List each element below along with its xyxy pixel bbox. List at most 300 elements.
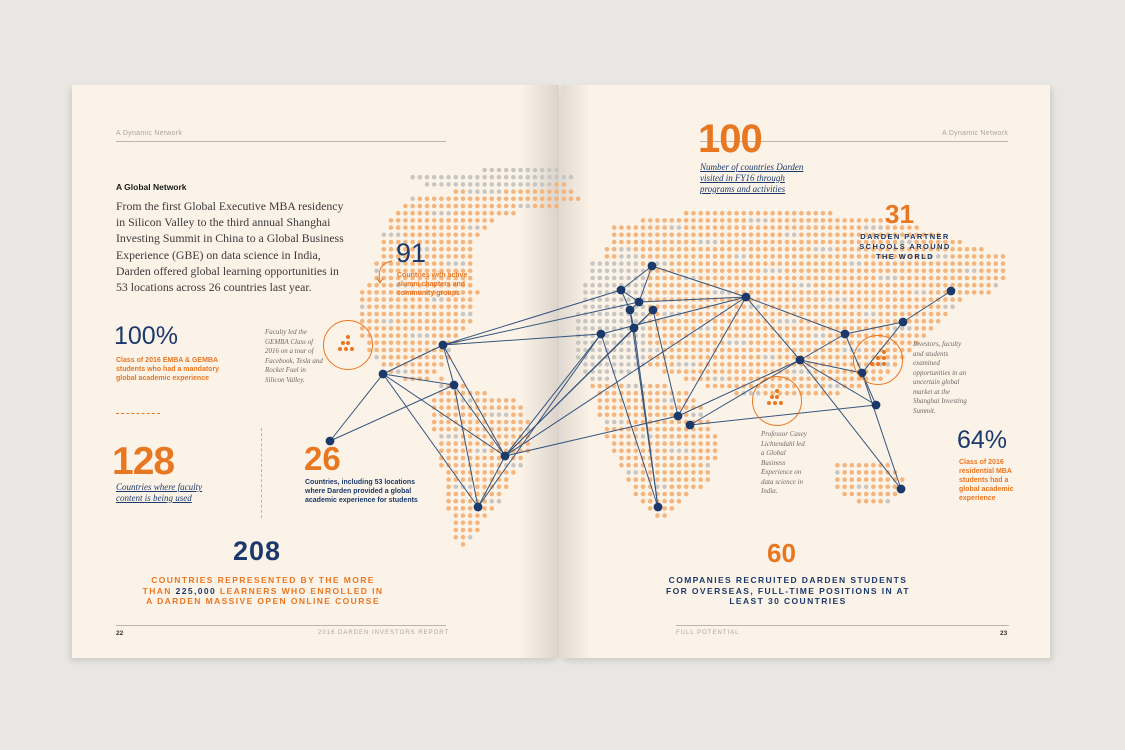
- map-dot: [648, 492, 653, 497]
- map-dot: [734, 391, 739, 396]
- map-dot: [828, 269, 833, 274]
- map-dot: [482, 434, 487, 439]
- map-dot: [655, 456, 660, 461]
- map-dot: [713, 240, 718, 245]
- map-dot: [821, 240, 826, 245]
- map-dot: [641, 348, 646, 353]
- map-dot: [770, 362, 775, 367]
- network-node: [501, 452, 510, 461]
- map-dot: [641, 225, 646, 230]
- map-dot: [605, 312, 610, 317]
- map-dot: [425, 355, 430, 360]
- stat-208-label-pre: THAN: [142, 585, 172, 596]
- map-dot: [698, 441, 703, 446]
- map-dot: [886, 312, 891, 317]
- map-dot: [720, 326, 725, 331]
- map-dot: [814, 333, 819, 338]
- map-dot: [828, 276, 833, 281]
- map-dot: [828, 355, 833, 360]
- map-dot: [691, 377, 696, 382]
- map-dot: [713, 377, 718, 382]
- map-dot: [950, 269, 955, 274]
- map-dot: [374, 297, 379, 302]
- map-dot: [619, 225, 624, 230]
- map-dot: [461, 197, 466, 202]
- map-dot: [842, 225, 847, 230]
- map-dot: [684, 261, 689, 266]
- map-dot: [454, 499, 459, 504]
- map-dot: [691, 225, 696, 230]
- map-dot: [655, 384, 660, 389]
- map-dot: [778, 247, 783, 252]
- map-dot: [691, 477, 696, 482]
- map-dot: [691, 283, 696, 288]
- map-dot: [842, 290, 847, 295]
- map-dot: [598, 319, 603, 324]
- map-dot: [770, 355, 775, 360]
- map-dot: [785, 276, 790, 281]
- map-dot: [454, 521, 459, 526]
- map-dot: [842, 305, 847, 310]
- map-dot: [403, 326, 408, 331]
- map-dot: [612, 312, 617, 317]
- map-dot: [785, 211, 790, 216]
- map-dot: [792, 377, 797, 382]
- map-dot: [454, 485, 459, 490]
- map-dot: [511, 420, 516, 425]
- map-dot: [842, 218, 847, 223]
- map-dot: [958, 283, 963, 288]
- map-dot: [389, 355, 394, 360]
- map-dot: [410, 333, 415, 338]
- map-dot: [900, 276, 905, 281]
- map-dot: [533, 175, 538, 180]
- map-dot: [461, 506, 466, 511]
- map-dot: [835, 283, 840, 288]
- map-dot: [979, 283, 984, 288]
- map-dot: [842, 377, 847, 382]
- map-dot: [518, 413, 523, 418]
- map-dot: [511, 470, 516, 475]
- map-dot: [886, 492, 891, 497]
- map-dot: [842, 269, 847, 274]
- map-dot: [605, 283, 610, 288]
- map-dot: [799, 319, 804, 324]
- map-dot: [468, 398, 473, 403]
- map-dot: [878, 297, 883, 302]
- map-dot: [806, 297, 811, 302]
- map-dot: [389, 297, 394, 302]
- map-dot: [835, 218, 840, 223]
- map-dot: [677, 492, 682, 497]
- map-dot: [518, 420, 523, 425]
- map-dot: [850, 477, 855, 482]
- map-dot: [806, 269, 811, 274]
- map-dot: [490, 168, 495, 173]
- map-dot: [439, 333, 444, 338]
- network-node: [648, 262, 657, 271]
- map-dot: [648, 225, 653, 230]
- map-dot: [403, 312, 408, 317]
- map-dot: [828, 391, 833, 396]
- map-dot: [439, 319, 444, 324]
- map-dot: [432, 254, 437, 259]
- map-dot: [756, 290, 761, 295]
- map-dot: [691, 218, 696, 223]
- map-dot: [590, 319, 595, 324]
- stat-26-label: Countries, including 53 locations where Darden provided a global academic experience for students: [305, 479, 418, 504]
- map-dot: [446, 312, 451, 317]
- map-dot: [662, 485, 667, 490]
- map-dot: [792, 283, 797, 288]
- map-dot: [814, 240, 819, 245]
- map-dot: [799, 326, 804, 331]
- map-dot: [511, 413, 516, 418]
- map-dot: [929, 283, 934, 288]
- network-node: [439, 341, 448, 350]
- map-dot: [454, 513, 459, 518]
- map-dot: [886, 326, 891, 331]
- map-dot: [446, 449, 451, 454]
- map-dot: [446, 182, 451, 187]
- map-dot: [461, 240, 466, 245]
- map-dot: [648, 405, 653, 410]
- map-dot: [727, 211, 732, 216]
- map-dot: [727, 377, 732, 382]
- map-dot: [864, 276, 869, 281]
- map-dot: [396, 233, 401, 238]
- map-dot: [878, 470, 883, 475]
- map-dot: [590, 377, 595, 382]
- map-dot: [806, 391, 811, 396]
- map-dot: [475, 391, 480, 396]
- map-dot: [684, 269, 689, 274]
- map-dot: [482, 168, 487, 173]
- map-dot: [799, 276, 804, 281]
- map-dot: [403, 305, 408, 310]
- map-dot: [799, 211, 804, 216]
- map-dot: [439, 305, 444, 310]
- map-dot: [382, 319, 387, 324]
- map-dot: [871, 463, 876, 468]
- map-dot: [814, 218, 819, 223]
- map-dot: [893, 283, 898, 288]
- map-dot: [662, 240, 667, 245]
- header-rule-left: [116, 141, 446, 142]
- map-dot: [842, 319, 847, 324]
- map-dot: [590, 269, 595, 274]
- map-dot: [547, 204, 552, 209]
- map-dot: [468, 305, 473, 310]
- map-dot: [418, 175, 423, 180]
- map-dot: [857, 305, 862, 310]
- map-dot: [641, 449, 646, 454]
- map-dot: [850, 269, 855, 274]
- map-dot: [403, 233, 408, 238]
- map-dot: [871, 492, 876, 497]
- map-dot: [461, 204, 466, 209]
- map-dot: [842, 233, 847, 238]
- map-dot: [605, 362, 610, 367]
- map-dot: [806, 211, 811, 216]
- map-dot: [497, 413, 502, 418]
- map-dot: [454, 197, 459, 202]
- map-dot: [425, 175, 430, 180]
- map-dot: [994, 276, 999, 281]
- map-dot: [691, 233, 696, 238]
- map-dot: [972, 261, 977, 266]
- map-dot: [439, 312, 444, 317]
- map-dot: [792, 269, 797, 274]
- map-dot: [619, 333, 624, 338]
- map-dot: [511, 189, 516, 194]
- map-dot: [878, 276, 883, 281]
- map-dot: [864, 225, 869, 230]
- map-dot: [958, 247, 963, 252]
- map-dot: [929, 297, 934, 302]
- map-dot: [374, 341, 379, 346]
- map-dot: [907, 297, 912, 302]
- map-dot: [713, 290, 718, 295]
- map-dot: [706, 233, 711, 238]
- map-dot: [929, 319, 934, 324]
- map-dot: [403, 319, 408, 324]
- map-dot: [778, 276, 783, 281]
- map-dot: [727, 218, 732, 223]
- map-dot: [446, 211, 451, 216]
- map-dot: [706, 355, 711, 360]
- section-heading: A Global Network: [116, 182, 187, 192]
- map-dot: [439, 362, 444, 367]
- map-dot: [655, 247, 660, 252]
- map-dot: [670, 233, 675, 238]
- map-dot: [691, 269, 696, 274]
- map-dot: [871, 297, 876, 302]
- map-dot: [425, 204, 430, 209]
- map-dot: [965, 290, 970, 295]
- map-dot: [806, 247, 811, 252]
- map-dot: [662, 413, 667, 418]
- map-dot: [490, 405, 495, 410]
- map-dot: [655, 269, 660, 274]
- map-dot: [799, 283, 804, 288]
- map-dot: [554, 168, 559, 173]
- map-dot: [806, 225, 811, 230]
- map-dot: [396, 319, 401, 324]
- map-dot: [396, 305, 401, 310]
- map-dot: [821, 355, 826, 360]
- map-dot: [806, 240, 811, 245]
- map-dot: [475, 182, 480, 187]
- map-dot: [713, 434, 718, 439]
- map-dot: [662, 391, 667, 396]
- map-dot: [706, 434, 711, 439]
- page-number-left: 22: [116, 630, 124, 637]
- map-dot: [605, 326, 610, 331]
- map-dot: [475, 441, 480, 446]
- network-node: [635, 298, 644, 307]
- map-dot: [518, 168, 523, 173]
- map-dot: [972, 247, 977, 252]
- map-dot: [828, 369, 833, 374]
- map-dot: [936, 319, 941, 324]
- map-dot: [886, 283, 891, 288]
- map-dot: [857, 218, 862, 223]
- map-dot: [562, 182, 567, 187]
- map-dot: [835, 290, 840, 295]
- faculty-note: Faculty led the GEMBA Class of 2016 on a tour of Facebook, Tesla and Rocket Fuel in Silicon Valley.: [265, 328, 323, 384]
- map-dot: [612, 333, 617, 338]
- map-dot: [655, 405, 660, 410]
- map-dot: [727, 283, 732, 288]
- map-dot: [684, 362, 689, 367]
- map-dot: [655, 254, 660, 259]
- map-dot: [598, 297, 603, 302]
- map-dot: [828, 240, 833, 245]
- map-dot: [850, 485, 855, 490]
- map-dot: [475, 449, 480, 454]
- map-dot: [461, 233, 466, 238]
- triangle-dots-icon-shanghai: [867, 349, 889, 371]
- map-dot: [742, 312, 747, 317]
- map-dot: [612, 441, 617, 446]
- map-dot: [763, 225, 768, 230]
- map-dot: [821, 247, 826, 252]
- map-dot: [936, 269, 941, 274]
- map-dot: [461, 182, 466, 187]
- map-dot: [468, 427, 473, 432]
- map-dot: [785, 333, 790, 338]
- map-dot: [475, 485, 480, 490]
- map-dot: [850, 470, 855, 475]
- map-dot: [410, 225, 415, 230]
- map-dot: [900, 290, 905, 295]
- map-dot: [835, 261, 840, 266]
- map-dot: [612, 434, 617, 439]
- map-dot: [785, 261, 790, 266]
- map-dot: [749, 283, 754, 288]
- map-dot: [720, 269, 725, 274]
- map-dot: [835, 384, 840, 389]
- map-dot: [439, 441, 444, 446]
- map-dot: [634, 254, 639, 259]
- map-dot: [864, 283, 869, 288]
- map-dot: [655, 341, 660, 346]
- map-dot: [878, 290, 883, 295]
- map-dot: [540, 168, 545, 173]
- map-dot: [950, 305, 955, 310]
- map-dot: [713, 384, 718, 389]
- map-dot: [749, 276, 754, 281]
- map-dot: [878, 225, 883, 230]
- map-dot: [958, 261, 963, 266]
- map-dot: [418, 218, 423, 223]
- map-dot: [742, 233, 747, 238]
- map-dot: [878, 477, 883, 482]
- map-dot: [533, 204, 538, 209]
- map-dot: [713, 362, 718, 367]
- map-dot: [742, 333, 747, 338]
- stat-128-number: 128: [112, 440, 175, 483]
- map-dot: [742, 211, 747, 216]
- map-dot: [720, 218, 725, 223]
- map-dot: [590, 362, 595, 367]
- map-dot: [994, 283, 999, 288]
- map-dot: [842, 341, 847, 346]
- map-dot: [886, 290, 891, 295]
- map-dot: [936, 312, 941, 317]
- map-dot: [389, 218, 394, 223]
- map-dot: [461, 225, 466, 230]
- map-dot: [749, 233, 754, 238]
- map-dot: [461, 175, 466, 180]
- map-dot: [814, 225, 819, 230]
- map-dot: [799, 254, 804, 259]
- map-dot: [446, 218, 451, 223]
- map-dot: [734, 283, 739, 288]
- map-dot: [763, 254, 768, 259]
- map-dot: [886, 305, 891, 310]
- map-dot: [713, 261, 718, 266]
- map-dot: [742, 254, 747, 259]
- map-dot: [698, 283, 703, 288]
- map-dot: [785, 225, 790, 230]
- network-link: [505, 310, 653, 456]
- map-dot: [706, 261, 711, 266]
- map-dot: [670, 297, 675, 302]
- map-dot: [382, 341, 387, 346]
- map-dot: [684, 470, 689, 475]
- map-dot: [878, 269, 883, 274]
- map-dot: [857, 290, 862, 295]
- map-dot: [598, 413, 603, 418]
- map-dot: [814, 384, 819, 389]
- map-dot: [439, 254, 444, 259]
- map-dot: [763, 297, 768, 302]
- map-dot: [410, 305, 415, 310]
- map-dot: [670, 240, 675, 245]
- map-dot: [814, 283, 819, 288]
- map-dot: [828, 225, 833, 230]
- map-dot: [684, 211, 689, 216]
- map-dot: [461, 312, 466, 317]
- map-dot: [979, 276, 984, 281]
- map-dot: [749, 369, 754, 374]
- map-dot: [670, 247, 675, 252]
- map-dot: [806, 326, 811, 331]
- map-dot: [778, 211, 783, 216]
- map-dot: [670, 492, 675, 497]
- map-dot: [648, 413, 653, 418]
- map-dot: [662, 233, 667, 238]
- map-dot: [619, 463, 624, 468]
- map-dot: [698, 449, 703, 454]
- map-dot: [641, 441, 646, 446]
- map-dot: [972, 269, 977, 274]
- map-dot: [446, 233, 451, 238]
- map-dot: [468, 312, 473, 317]
- map-dot: [713, 456, 718, 461]
- map-dot: [598, 377, 603, 382]
- map-dot: [662, 225, 667, 230]
- map-dot: [547, 189, 552, 194]
- map-dot: [482, 391, 487, 396]
- map-dot: [425, 305, 430, 310]
- map-dot: [418, 305, 423, 310]
- map-dot: [763, 218, 768, 223]
- map-dot: [670, 218, 675, 223]
- map-dot: [634, 427, 639, 432]
